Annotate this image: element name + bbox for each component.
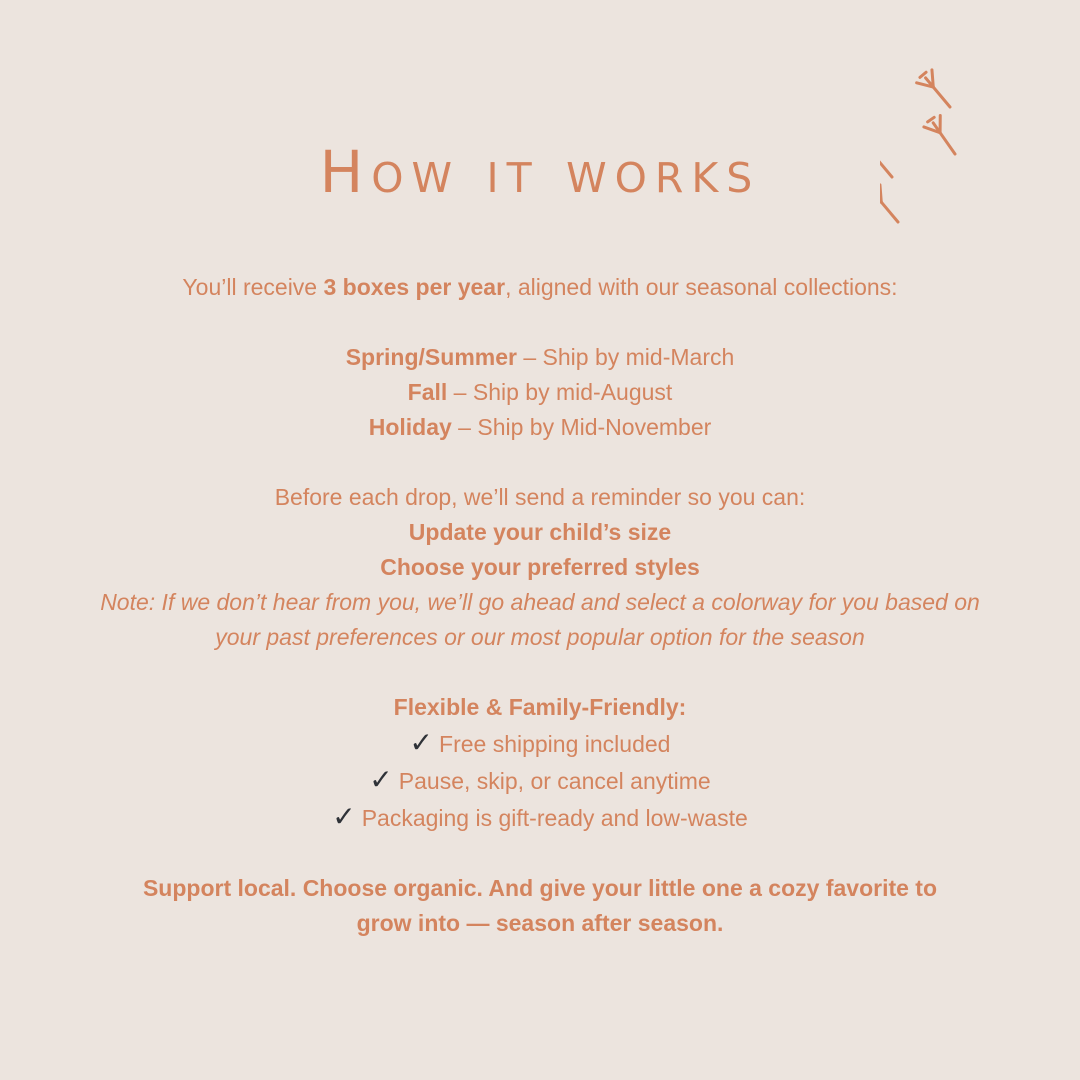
season-row <box>40 410 1040 445</box>
flexible-item <box>40 799 1040 836</box>
flexible-item <box>40 762 1040 799</box>
reminder-lead: Before each drop, we’ll send a reminder so you can: <box>274 484 806 510</box>
intro-bold: 3 boxes per year <box>323 274 506 300</box>
season-ship: – Ship by Mid-November <box>451 414 712 440</box>
check-icon: ✓ <box>409 727 434 758</box>
bird-footprints-icon <box>880 62 1010 232</box>
season-name: Fall <box>407 379 448 405</box>
season-name: Spring/Summer <box>345 344 517 370</box>
season-ship: – Ship by mid-March <box>516 344 735 370</box>
reminder-item <box>40 550 1040 585</box>
closing-line: grow into — season after season. <box>356 910 724 936</box>
season-row <box>40 340 1040 375</box>
flexible-item <box>40 725 1040 762</box>
flexible-item-label: Free shipping included <box>439 731 671 757</box>
note-line: Note: If we don’t hear from you, we’ll go ahead and select a colorway for you based on <box>100 589 980 615</box>
flexible-heading-label: Flexible & Family-Friendly: <box>393 694 687 720</box>
reminder-item-label: Choose your preferred styles <box>380 554 700 580</box>
season-row <box>40 375 1040 410</box>
intro-suffix: , aligned with our seasonal collections: <box>505 274 898 300</box>
check-icon: ✓ <box>332 801 356 832</box>
closing-line: Support local. Choose organic. And give your little one a cozy favorite to <box>142 875 938 901</box>
note-line: your past preferences or our most popular option for the season <box>215 624 865 650</box>
flexible-item-label: Pause, skip, or cancel anytime <box>398 768 711 794</box>
intro-text <box>40 270 1040 305</box>
reminder-item <box>40 515 1040 550</box>
intro-prefix: You’ll receive <box>182 274 324 300</box>
season-name: Holiday <box>368 414 452 440</box>
check-icon: ✓ <box>369 764 393 795</box>
page-title: How it works <box>319 138 761 206</box>
season-ship: – Ship by mid-August <box>447 379 673 405</box>
flexible-item-label: Packaging is gift-ready and low-waste <box>361 805 748 831</box>
how-it-works-content <box>40 270 1040 941</box>
reminder-item-label: Update your child’s size <box>408 519 672 545</box>
flexible-heading <box>40 690 1040 725</box>
